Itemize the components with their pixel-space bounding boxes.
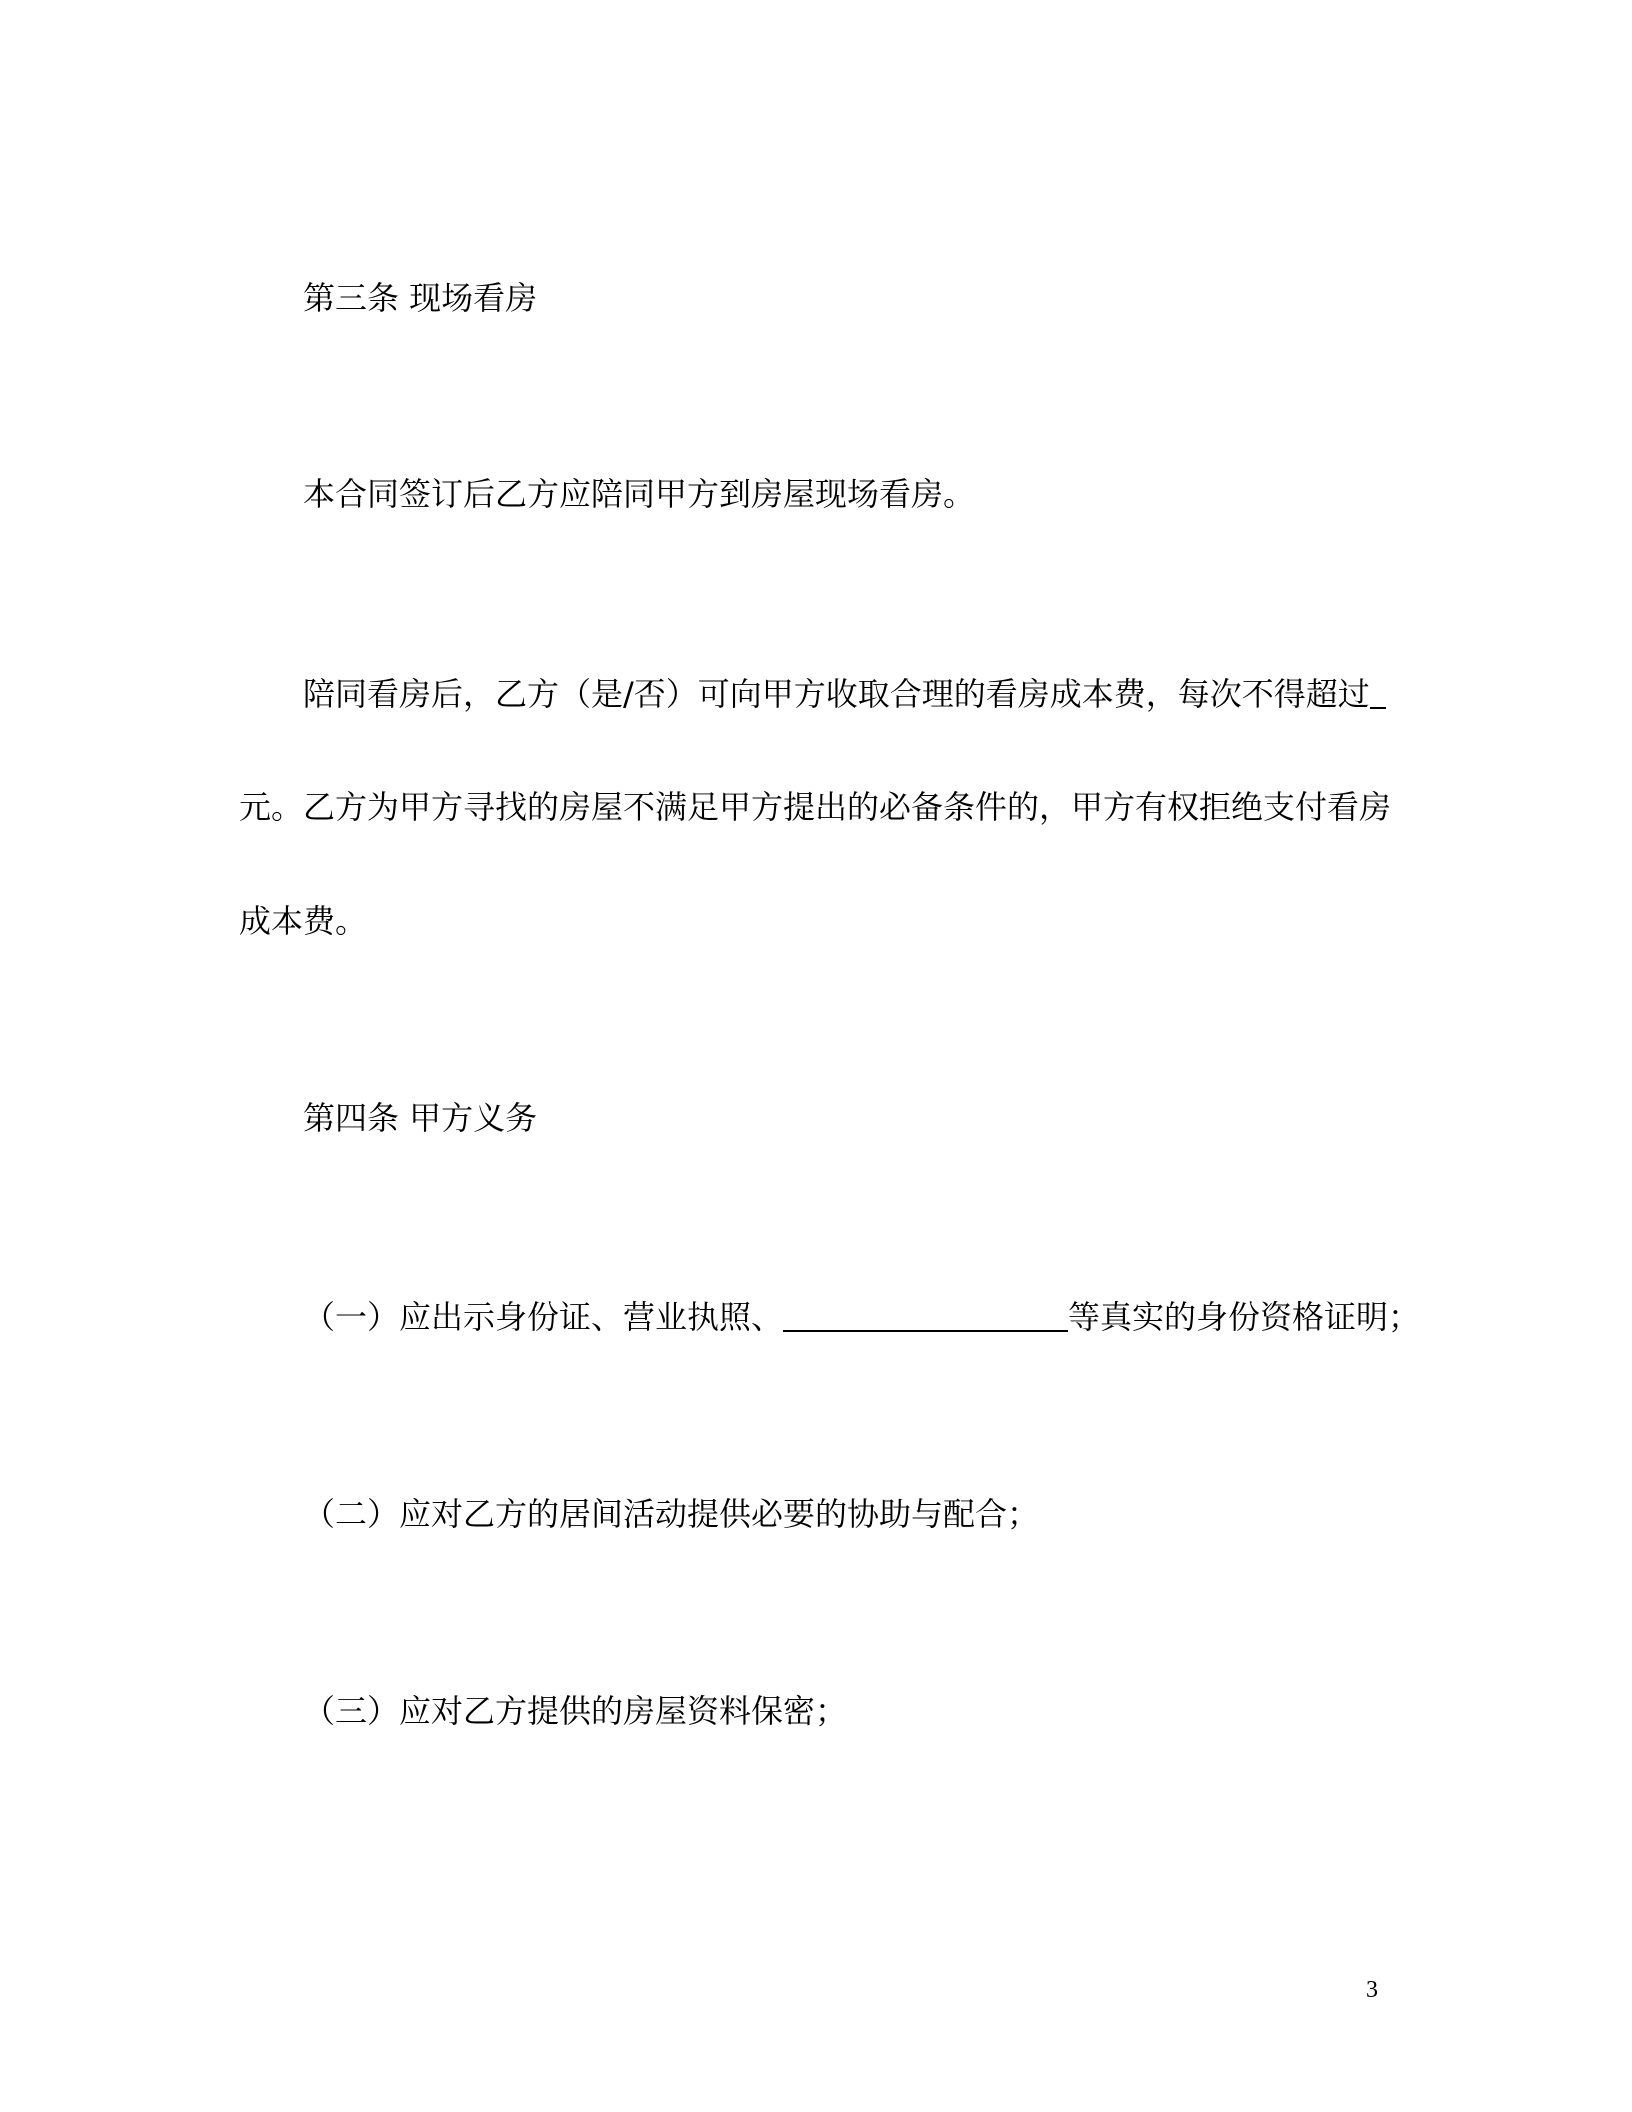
- article-3-paragraph-2-line-3: 成本费。: [239, 902, 368, 940]
- article-4-item-2: （二）应对乙方的居间活动提供必要的协助与配合；: [303, 1495, 1040, 1533]
- article-4-item-1-text-end: 等真实的身份资格证明；: [1068, 1298, 1421, 1336]
- article-4-item-1: [303, 1297, 1420, 1337]
- article-4-item-1-text: （一）应出示身份证、营业执照、: [303, 1298, 784, 1336]
- fee-amount-blank: [1370, 675, 1386, 709]
- article-4-heading: 第四条 甲方义务: [303, 1099, 538, 1137]
- identity-document-blank: [783, 1298, 1068, 1332]
- article-3-paragraph-2-text: 陪同看房后，乙方（是/否）可向甲方收取合理的看房成本费，每次不得超过: [303, 675, 1370, 713]
- article-4-item-3: （三）应对乙方提供的房屋资料保密；: [303, 1692, 848, 1730]
- article-3-paragraph-1: 本合同签订后乙方应陪同甲方到房屋现场看房。: [303, 475, 976, 513]
- article-3-heading: 第三条 现场看房: [303, 279, 538, 317]
- article-3-paragraph-2-line-2: 元。乙方为甲方寻找的房屋不满足甲方提出的必备条件的，甲方有权拒绝支付看房: [239, 788, 1392, 826]
- page-number: 3: [1366, 1977, 1378, 2003]
- article-3-paragraph-2-line-1: [303, 674, 1386, 714]
